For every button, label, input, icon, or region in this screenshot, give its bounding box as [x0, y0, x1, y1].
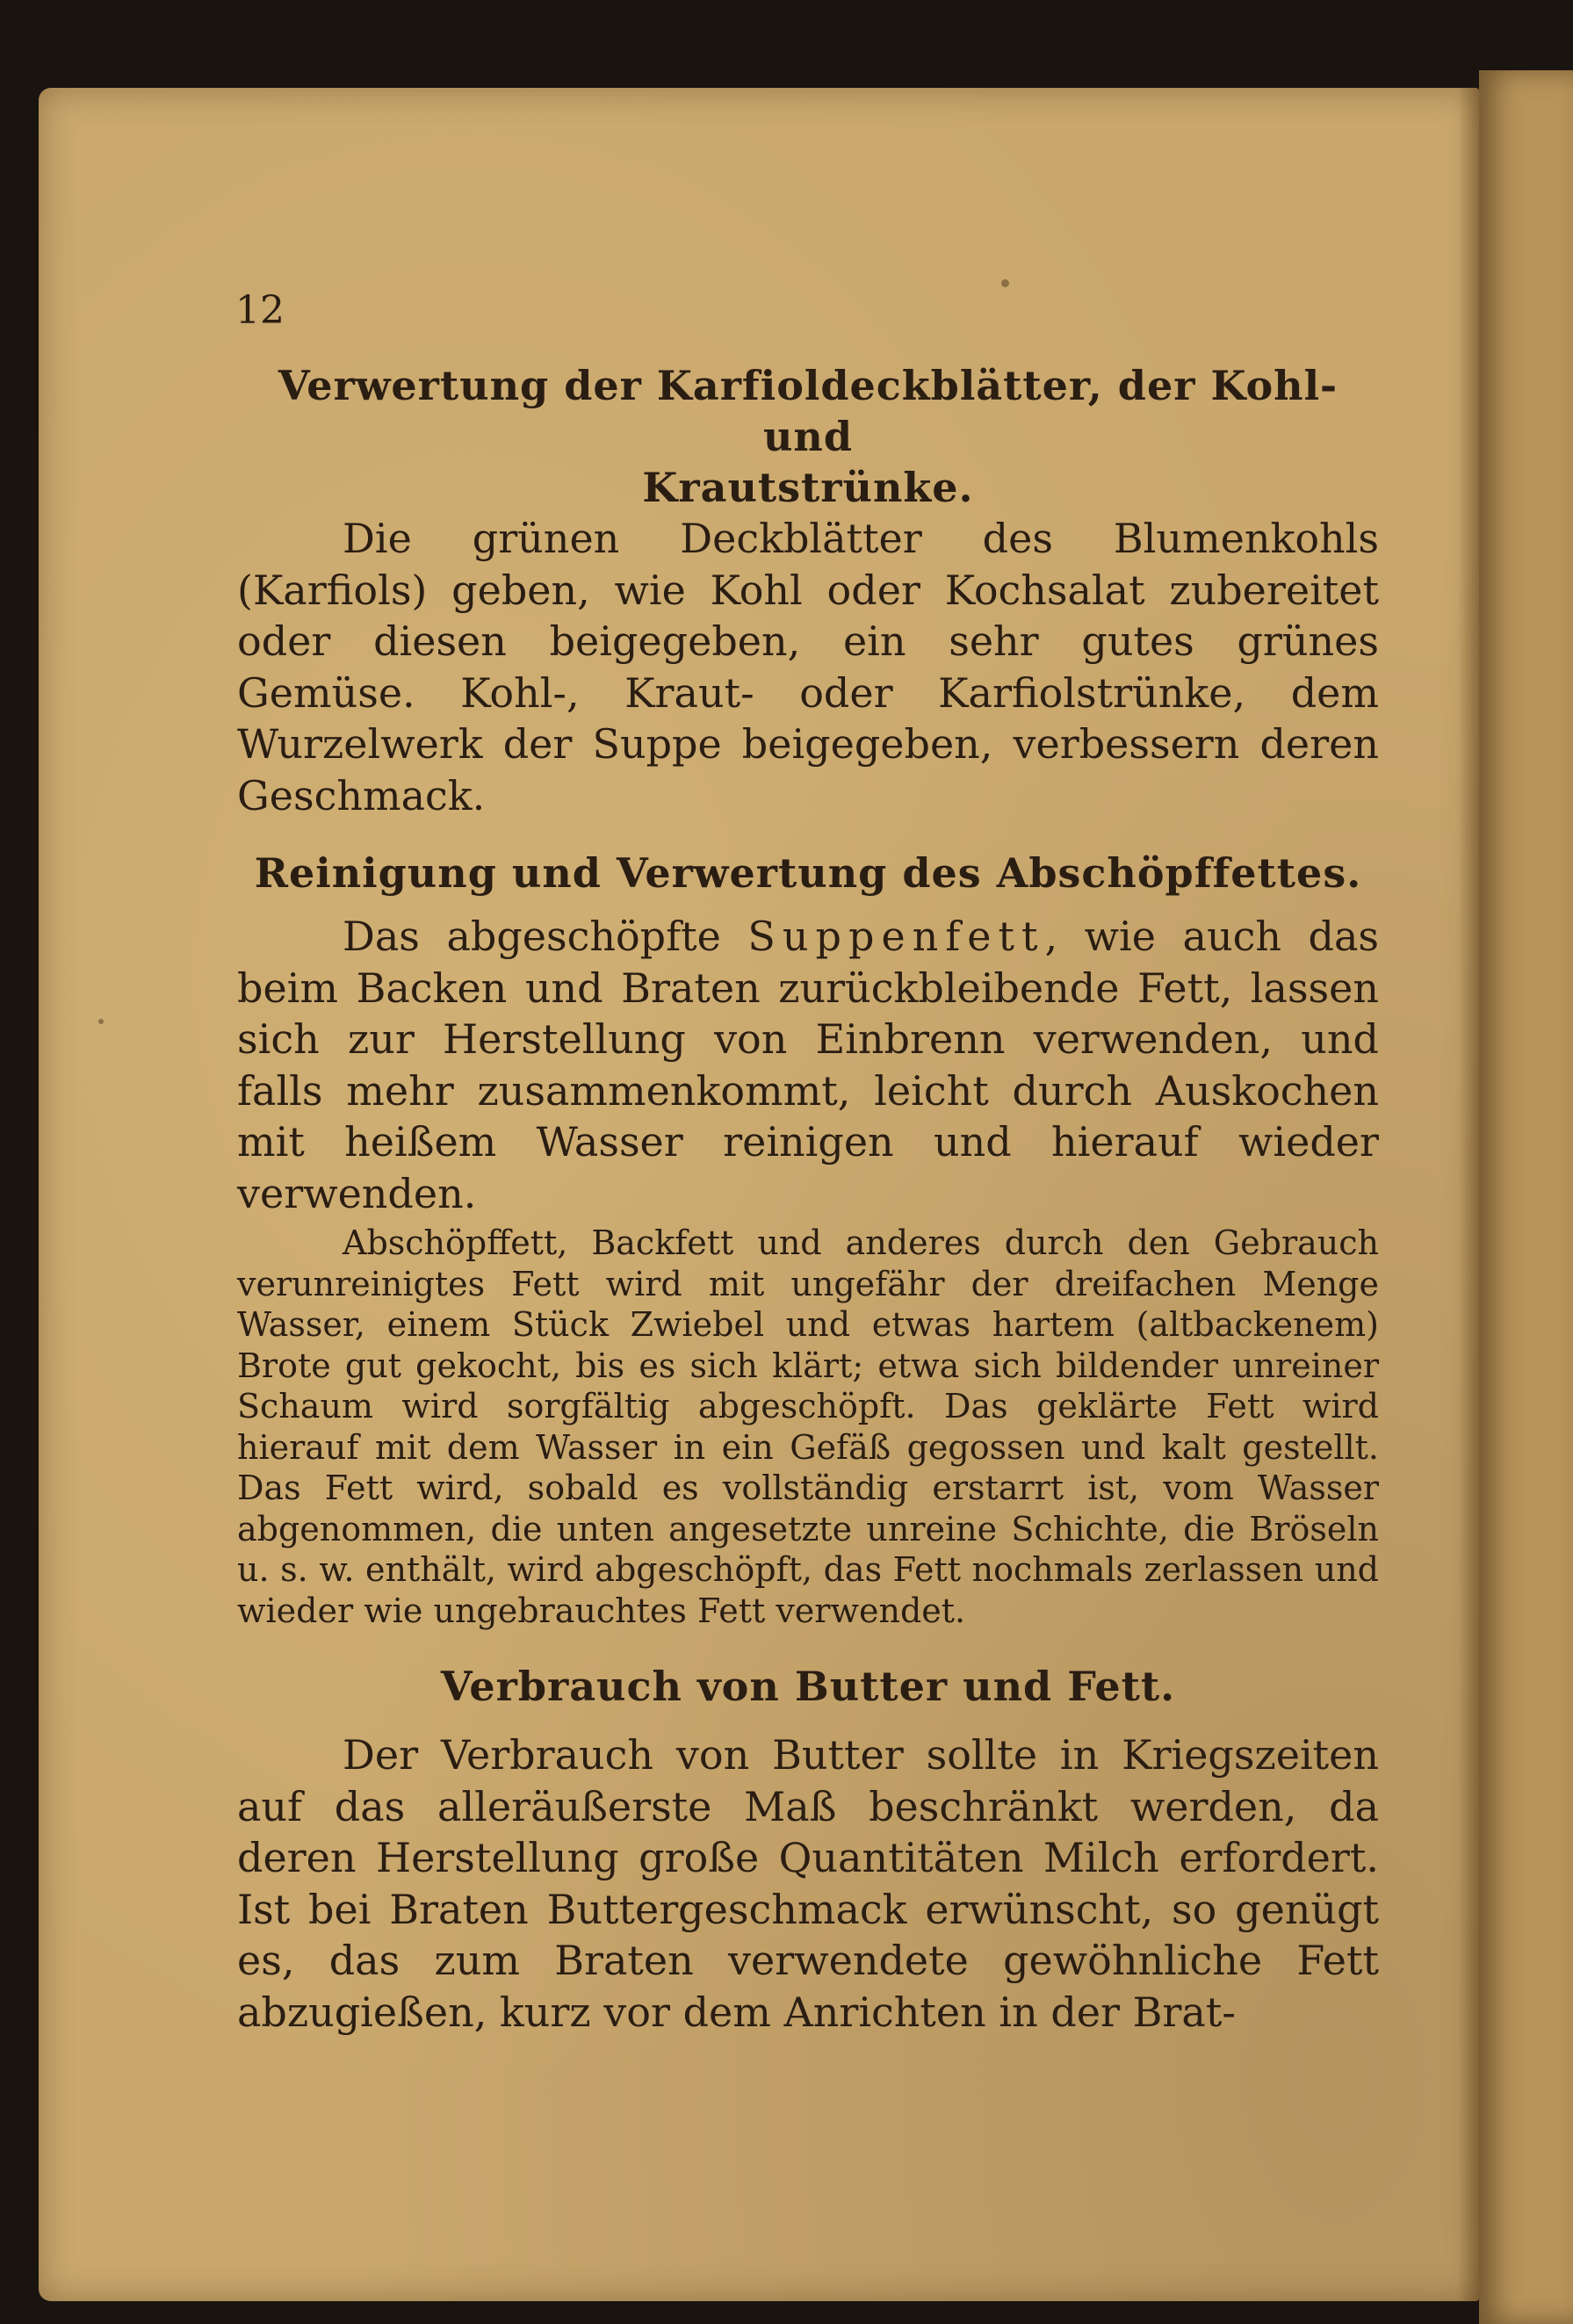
adjacent-page-edge	[1479, 70, 1573, 2324]
section-2-small-paragraph: Abschöpffett, Backfett und anderes durch den Gebrauch verunreinigtes Fett wird mit ungefähr der dreifachen Menge Wasser, einem Stück Zwiebel und etwas hartem (altbackenem) Brote gut gekocht, bis es sich klärt; etwa sich bildender unreiner Schaum wird sorgfältig abgeschöpft. Das geklärte Fett wird hierauf mit dem Wasser in ein Gefäß gegossen und kalt gestellt. Das Fett wird, sobald es vollständig erstarrt ist, vom Wasser abgenommen, die unten angesetzte unreine Schichte, die Bröseln u. s. w. enthält, wird abgeschöpft, das Fett nochmals zerlassen und wieder wie ungebrauchtes Fett verwendet.	[237, 1223, 1379, 1630]
paper-speck	[98, 1019, 104, 1024]
section-3-paragraph: Der Verbrauch von Butter sollte in Kriegszeiten auf das alleräußerste Maß beschränkt werden, da deren Herstellung große Quantitäten Milch erfordert. Ist bei Braten Buttergeschmack erwünscht, so genügt es, das zum Braten verwendete gewöhnliche Fett abzugießen, kurz vor dem Anrichten in der Brat-	[237, 1731, 1379, 2036]
section-2-para-rest: , wie auch das beim Backen und Braten zurückbleibende Fett, lassen sich zur Herstellung von Einbrenn verwenden, und falls mehr zusammenkommt, leicht durch Auskochen mit heißem Wasser reinigen und hierauf wieder verwenden.	[237, 913, 1379, 1217]
section-1-paragraph: Die grünen Deckblätter des Blumenkohls (Karfiols) geben, wie Kohl oder Kochsalat zubereitet oder diesen beigegeben, ein sehr gutes grünes Gemüse. Kohl-, Kraut- oder Karfiolstrünke, dem Wurzelwerk der Suppe beigegeben, verbessern deren Geschmack.	[237, 515, 1379, 819]
section-2-paragraph	[237, 911, 1379, 1219]
section-2-para-start: Das abgeschöpfte	[343, 913, 748, 960]
section-heading-1-line-1: Verwertung der Karfioldeckblätter, der Kohl- und	[278, 362, 1338, 460]
page-text	[237, 360, 1379, 2038]
page-number: 12	[235, 288, 285, 333]
section-heading-3: Verbrauch von Butter und Fett.	[440, 1663, 1176, 1710]
section-heading-2: Reinigung und Verwertung des Abschöpffettes.	[254, 849, 1362, 897]
section-heading-1-line-2: Krautstrünke.	[642, 464, 974, 511]
section-2-spaced-word: Suppenfett	[747, 913, 1045, 960]
paper-speck	[1001, 279, 1009, 287]
